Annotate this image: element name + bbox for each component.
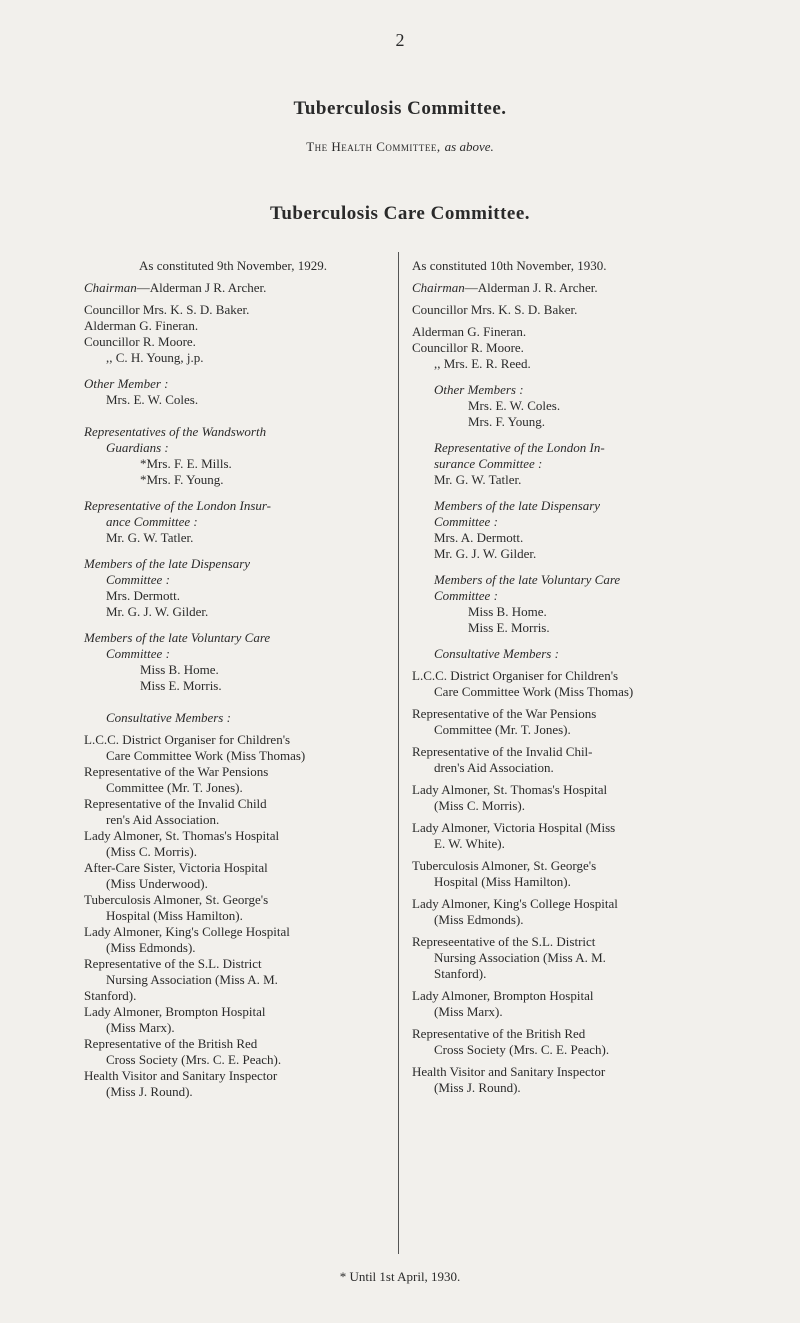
member: Mr. G. J. W. Gilder.: [106, 604, 209, 619]
member: Mr. G. W. Tatler.: [434, 472, 522, 487]
page-number: 2: [395, 30, 405, 50]
member: ,, C. H. Young, j.p.: [106, 350, 204, 365]
consultative-entry: Representative of the British Red Cross Society (Mrs. C. E. Peach).: [84, 1036, 282, 1067]
consultative-entry: Representative of the War Pensions Committee (Mr. T. Jones).: [84, 764, 269, 795]
consultative-entry: Lady Almoner, Brompton Hospital (Miss Marx).: [412, 988, 594, 1019]
section-heading: Consultative Members :: [106, 710, 231, 725]
section-heading: Representatives of the Wandsworth: [84, 424, 267, 439]
section-heading: Members of the late Voluntary Care: [84, 630, 271, 645]
tuberculosis-committee-title: Tuberculosis Committee.: [293, 98, 507, 119]
member: Alderman G. Fineran.: [412, 324, 527, 339]
chairman-label: Chairman: [412, 280, 465, 295]
member: *Mrs. F. E. Mills.: [140, 456, 232, 471]
health-committee-name: The Health Committee,: [306, 139, 441, 154]
consultative-entry: Health Visitor and Sanitary Inspector (Miss J. Round).: [412, 1064, 606, 1095]
section-heading: Other Member :: [84, 376, 169, 391]
consultative-entry: Representative of the Invalid Chil- dren's Aid Association.: [412, 744, 593, 775]
consultative-entry: Representative of the Invalid Child ren's Aid Association.: [84, 796, 267, 827]
consultative-entry: L.C.C. District Organiser for Children's Care Committee Work (Miss Thomas): [84, 732, 306, 763]
chairman-label: Chairman: [84, 280, 137, 295]
member: Councillor Mrs. K. S. D. Baker.: [84, 302, 250, 317]
constituted-date: As constituted 10th November, 1930.: [412, 258, 607, 273]
member: Miss E. Morris.: [140, 678, 222, 693]
right-column-1930: [412, 258, 742, 1096]
footnote: * Until 1st April, 1930.: [339, 1269, 461, 1284]
section-heading: Members of the late Dispensary: [434, 498, 601, 513]
member: Councillor Mrs. K. S. D. Baker.: [412, 302, 578, 317]
chairman-name: —Alderman J R. Archer.: [136, 280, 267, 295]
left-column-1929: [84, 258, 382, 1100]
consultative-entry: Representative of the War Pensions Committee (Mr. T. Jones).: [412, 706, 597, 737]
as-above-note: as above.: [444, 139, 494, 154]
member: Mr. G. J. W. Gilder.: [434, 546, 537, 561]
consultative-entry: Represeentative of the S.L. District Nursing Association (Miss A. M. Stanford).: [412, 934, 606, 981]
consultative-entry: Lady Almoner, Victoria Hospital (Miss E. W. White).: [412, 820, 616, 851]
member: Councillor R. Moore.: [412, 340, 524, 355]
consultative-entry: Lady Almoner, St. Thomas's Hospital (Miss C. Morris).: [412, 782, 608, 813]
consultative-entry: Lady Almoner, King's College Hospital (Miss Edmonds).: [412, 896, 618, 927]
member: Mrs. Dermott.: [106, 588, 181, 603]
member: ,, Mrs. E. R. Reed.: [434, 356, 531, 371]
section-heading: Representative of the London In-: [434, 440, 605, 455]
section-heading: Committee :: [434, 514, 498, 529]
consultative-entry: L.C.C. District Organiser for Children's Care Committee Work (Miss Thomas): [412, 668, 634, 699]
section-heading: Members of the late Voluntary Care: [434, 572, 621, 587]
member: Mrs. F. Young.: [468, 414, 545, 429]
member: Miss E. Morris.: [468, 620, 550, 635]
member: Mrs. E. W. Coles.: [468, 398, 561, 413]
member: Alderman G. Fineran.: [84, 318, 199, 333]
section-heading: Guardians :: [106, 440, 169, 455]
member: Mrs. E. W. Coles.: [106, 392, 199, 407]
consultative-entry: Tuberculosis Almoner, St. George's Hospital (Miss Hamilton).: [412, 858, 597, 889]
section-heading: Members of the late Dispensary: [84, 556, 251, 571]
consultative-entry: Tuberculosis Almoner, St. George's Hospital (Miss Hamilton).: [84, 892, 269, 923]
column-divider: [398, 252, 399, 1254]
care-committee-title: Tuberculosis Care Committee.: [269, 203, 531, 224]
consultative-entry: Lady Almoner, Brompton Hospital (Miss Marx).: [84, 1004, 266, 1035]
member: Mrs. A. Dermott.: [434, 530, 524, 545]
member: *Mrs. F. Young.: [140, 472, 224, 487]
consultative-entry: Representative of the S.L. District Nursing Association (Miss A. M. Stanford).: [84, 956, 278, 1003]
section-heading: Consultative Members :: [434, 646, 559, 661]
section-heading: Committee :: [106, 646, 170, 661]
consultative-entry: After-Care Sister, Victoria Hospital (Miss Underwood).: [84, 860, 268, 891]
section-heading: Representative of the London Insur-: [84, 498, 272, 513]
section-heading: ance Committee :: [106, 514, 198, 529]
section-heading: surance Committee :: [434, 456, 543, 471]
consultative-entry: Lady Almoner, St. Thomas's Hospital (Miss C. Morris).: [84, 828, 280, 859]
section-heading: Committee :: [434, 588, 498, 603]
section-heading: Committee :: [106, 572, 170, 587]
consultative-entry: Lady Almoner, King's College Hospital (Miss Edmonds).: [84, 924, 290, 955]
constituted-date: As constituted 9th November, 1929.: [139, 258, 327, 273]
chairman-line: [412, 280, 742, 296]
chairman-name: —Alderman J. R. Archer.: [464, 280, 598, 295]
member: Councillor R. Moore.: [84, 334, 196, 349]
section-heading: Other Members :: [434, 382, 524, 397]
chairman-line: [84, 280, 382, 296]
consultative-entry: Representative of the British Red Cross Society (Mrs. C. E. Peach).: [412, 1026, 610, 1057]
member: Miss B. Home.: [468, 604, 547, 619]
member: Mr. G. W. Tatler.: [106, 530, 194, 545]
member: Miss B. Home.: [140, 662, 219, 677]
consultative-entry: Health Visitor and Sanitary Inspector (Miss J. Round).: [84, 1068, 278, 1099]
health-committee-line: [0, 139, 800, 155]
